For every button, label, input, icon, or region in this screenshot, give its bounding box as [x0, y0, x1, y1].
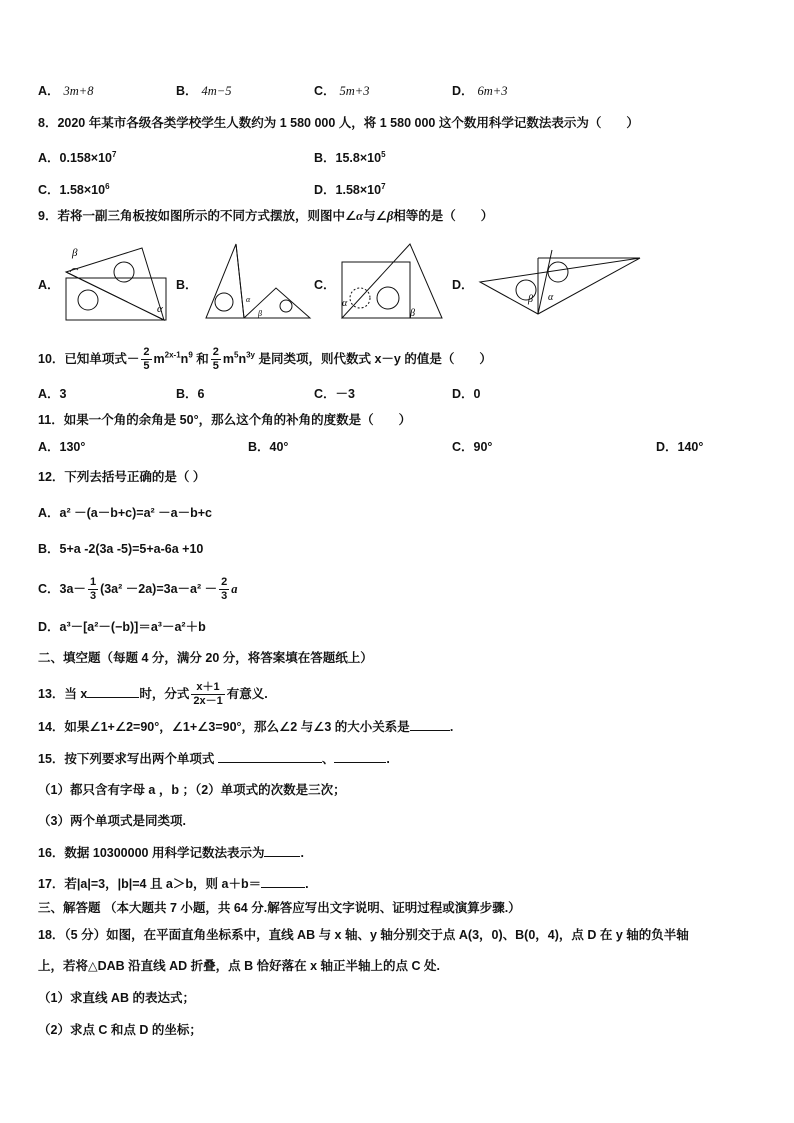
q17: 17．若|a|=3，|b|=4 且 a＞b，则 a＋b＝ . — [38, 877, 309, 891]
q13: 13．当 x 时，分式 $\frac{x+1}{2x-1}$ 有意义. — [38, 681, 268, 707]
q11-stem: 11．如果一个角的余角是 50°，那么这个角的补角的度数是（ ） — [38, 413, 412, 427]
q7-option-a: A． 3m+8 — [38, 84, 94, 98]
q18-line-2: 上，若将△DAB 沿直线 AD 折叠，点 B 恰好落在 x 轴正半轴上的点 C 处. — [38, 959, 440, 973]
q9-stem: 9．若将一副三角板按如图所示的不同方式摆放，则图中∠α与∠β相等的是（ ） — [38, 209, 494, 223]
q11-option-b: B．40° — [248, 440, 289, 454]
q11-option-a: A．130° — [38, 440, 86, 454]
svg-text:β: β — [528, 294, 533, 305]
q7-option-d: D． 6m+3 — [452, 84, 508, 98]
q15-condition-3: （3）两个单项式是同类项. — [38, 814, 186, 828]
q12-stem: 12．下列去括号正确的是（ ） — [38, 470, 206, 484]
q10-option-c: C．－3 — [314, 387, 355, 401]
q15: 15．按下列要求写出两个单项式 、 . — [38, 752, 390, 766]
q10-option-d: D．0 — [452, 387, 481, 401]
q9-figure-b — [202, 240, 314, 324]
q7-option-c: C． 5m+3 — [314, 84, 370, 98]
q18-line-1: 18．（5 分）如图，在平面直角坐标系中，直线 AB 与 x 轴、y 轴分别交于点 A(3，0)、B(0，4)，点 D 在 y 轴的负半轴 — [38, 928, 689, 942]
q18-part-1: （1）求直线 AB 的表达式； — [38, 991, 195, 1005]
q8-stem: 8．2020 年某市各级各类学校学生人数约为 1 580 000 人，将 1 580 000 这个数用科学记数法表示为（ ） — [38, 116, 639, 130]
svg-text:β: β — [410, 308, 415, 319]
q10-option-a: A．3 — [38, 387, 67, 401]
q12-option-c: C．3a－ $\frac{1}{3}$ (3a² －2a)=3a－a² － $\frac{2}{3}$ a — [38, 576, 238, 602]
q9-figure-a — [60, 242, 172, 324]
q9-label-d: D． — [452, 278, 474, 292]
q9-label-a: A． — [38, 278, 60, 292]
q8-option-b: B．$15.8\times 10^5$ — [314, 150, 386, 166]
section-2-heading: 二、填空题（每题 4 分，满分 20 分，将答案填在答题纸上） — [38, 651, 373, 665]
q16: 16．数据 10300000 用科学记数法表示为 . — [38, 846, 304, 860]
q15-condition-1: （1）都只含有字母 a ，b ；（2）单项式的次数是三次； — [38, 783, 346, 797]
q8-option-c: C．$1.58\times 10^6$ — [38, 182, 110, 198]
svg-text:α: α — [342, 298, 348, 309]
q12-option-b: B．5+a -2(3a -5)=5+a-6a +10 — [38, 542, 204, 556]
q11-option-c: C．90° — [452, 440, 493, 454]
q11-option-d: D．140° — [656, 440, 704, 454]
q10-stem: 10．已知单项式－ $\frac{2}{5}$ $m^{2x-1}n^9$ 和 $\frac{2}{5}$ $m^5n^{3y}$ 是同类项，则代数式 x－y 的值是（ ） — [38, 346, 492, 372]
q8-option-a: A．$0.158\times 10^7$ — [38, 150, 117, 166]
q9-figure-d — [476, 246, 644, 320]
q7-option-b: B． 4m−5 — [176, 84, 232, 98]
svg-text:α: α — [157, 303, 163, 315]
q10-option-b: B．6 — [176, 387, 205, 401]
svg-text:β: β — [72, 247, 78, 259]
q9-label-c: C． — [314, 278, 336, 292]
svg-text:β: β — [258, 309, 262, 318]
q9-label-b: B． — [176, 278, 198, 292]
q14: 14．如果∠1+∠2=90°，∠1+∠3=90°，那么∠2 与∠3 的大小关系是 . — [38, 720, 454, 734]
q9-figure-c — [338, 240, 448, 324]
q8-option-d: D．$1.58\times 10^7$ — [314, 182, 386, 198]
q12-option-a: A．a² －(a－b+c)=a² －a－b+c — [38, 506, 213, 520]
svg-text:α: α — [548, 292, 554, 303]
section-3-heading: 三、解答题 （本大题共 7 小题，共 64 分.解答应写出文字说明、证明过程或演算步骤.） — [38, 901, 521, 915]
q18-part-2: （2）求点 C 和点 D 的坐标； — [38, 1023, 202, 1037]
q12-option-d: D．a³－[a²－(−b)]＝a³－a²＋b — [38, 620, 206, 634]
svg-text:α: α — [246, 295, 251, 304]
